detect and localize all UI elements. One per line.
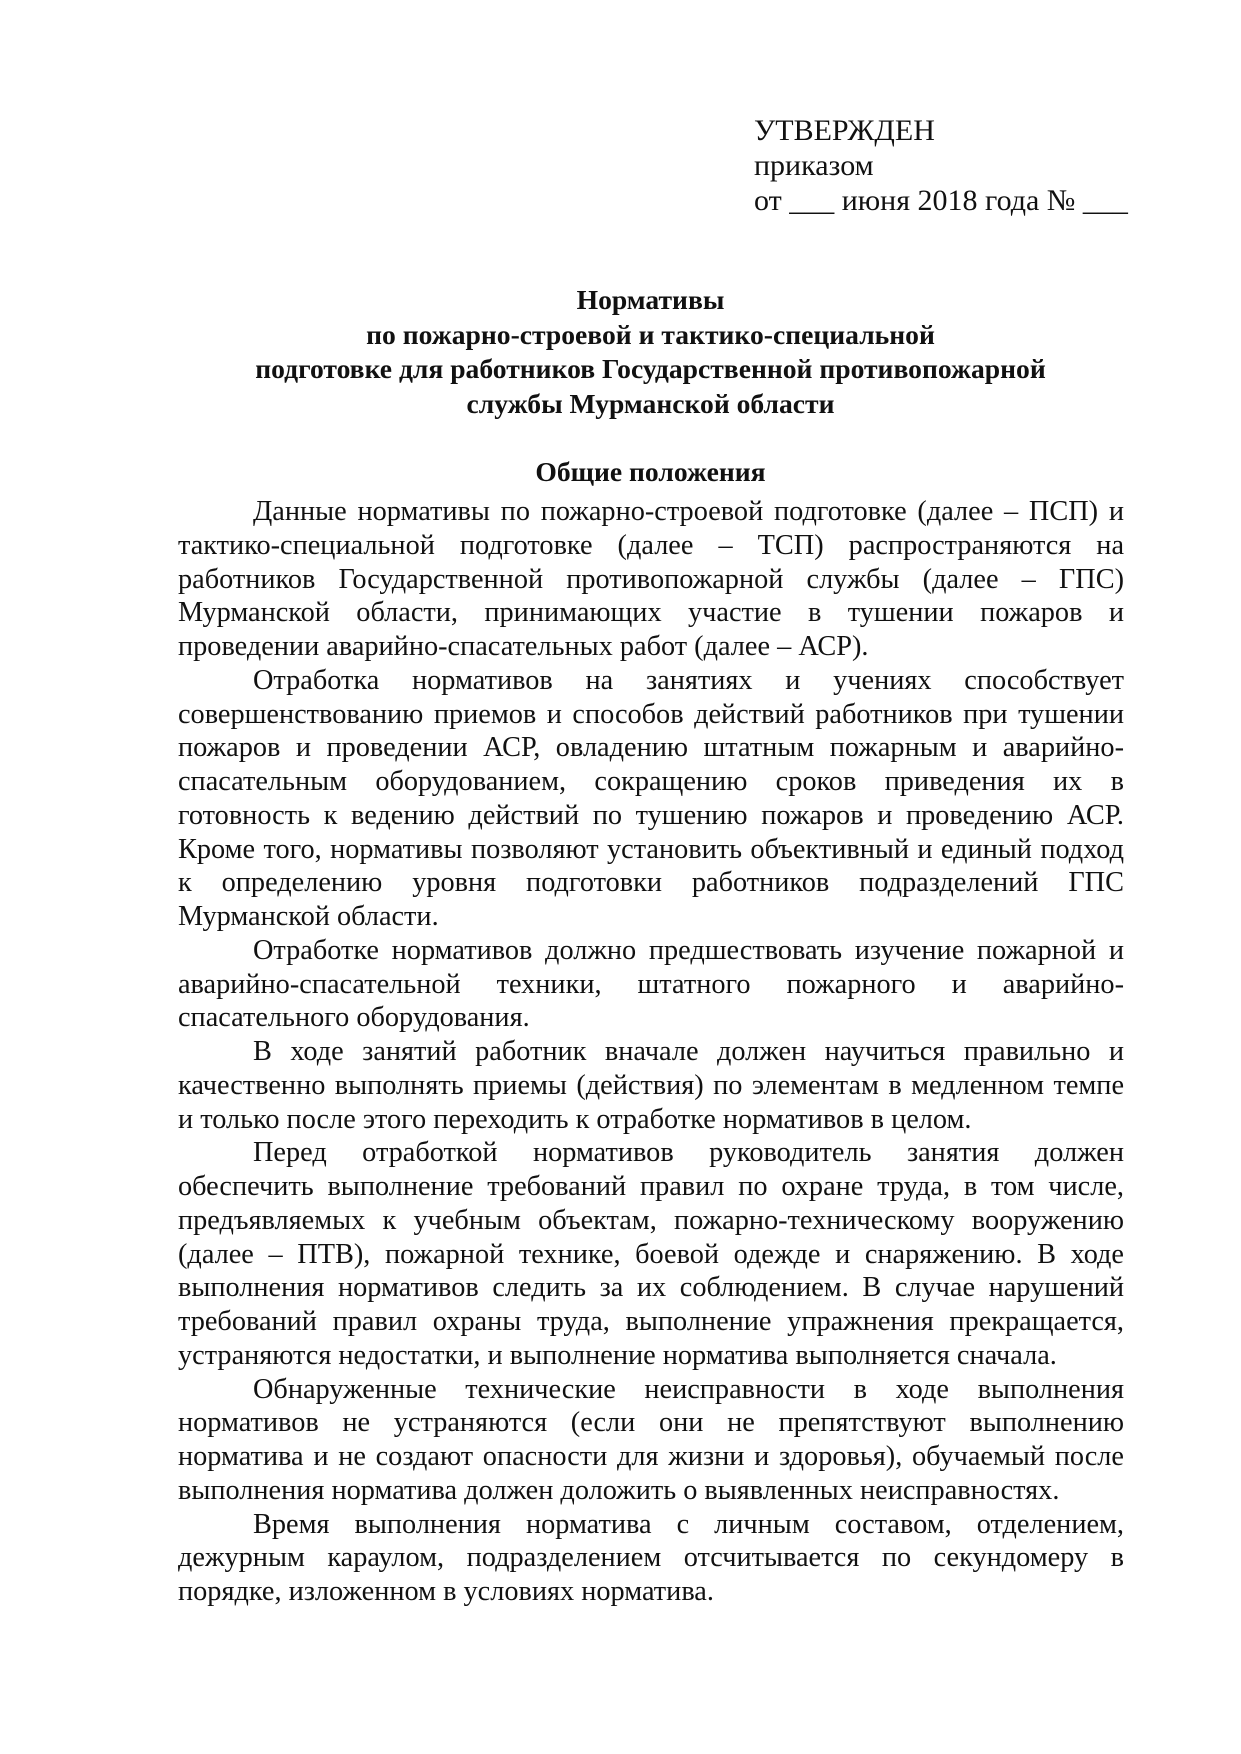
approval-by: приказом	[754, 149, 874, 182]
title-line: Нормативы	[576, 284, 725, 315]
title-line: службы Мурманской области	[466, 387, 835, 419]
title-line: подготовке для работников Государственной противопожарной	[255, 353, 1046, 384]
paragraph: Перед отработкой нормативов руководитель занятия должен обеспечить выполнение требований правил по охране труда, в том числе, предъявляемых к учебным объектам, пожарно-техническому вооружению (далее – ПТВ), пожарной технике, боевой одежде и снаряжению. В ходе выполнения нормативов следить за их соблюдением. В случае нарушений требований правил охраны труда, выполнение упражнения прекращается, устраняются недостатки, и выполнение норматива выполняется сначала.	[178, 1137, 1124, 1371]
paragraph: Данные нормативы по пожарно-строевой подготовке (далее – ПСП) и тактико-специальной подготовке (далее – ТСП) распространяются на работников Государственной противопожарной службы (далее – ГПС) Мурманской области, принимающих участие в тушении пожаров и проведении аварийно-спасательных работ (далее – АСР).	[178, 496, 1124, 662]
section-body	[178, 495, 1124, 1609]
document-title	[0, 283, 1241, 421]
paragraph: В ходе занятий работник вначале должен научиться правильно и качественно выполнять приемы (действия) по элементам в медленном темпе и только после этого переходить к отработке нормативов в целом.	[178, 1036, 1124, 1135]
paragraph: Отработка нормативов на занятиях и учениях способствует совершенствованию приемов и способов действий работников при тушении пожаров и проведении АСР, овладению штатным пожарным и аварийно-спасательным оборудованием, сокращению сроков приведения их в готовность к ведению действий по тушению пожаров и проведению АСР. Кроме того, нормативы позволяют установить объективный и единый подход к определению уровня подготовки работников подразделений ГПС Мурманской области.	[178, 664, 1124, 932]
title-line: по пожарно-строевой и тактико-специальной	[366, 318, 935, 350]
paragraph: Отработке нормативов должно предшествовать изучение пожарной и аварийно-спасательной техники, штатного пожарного и аварийно-спасательного оборудования.	[178, 934, 1124, 1034]
paragraph: Время выполнения норматива с личным составом, отделением, дежурным караулом, подразделением отсчитывается по секундомеру в порядке, изложенном в условиях норматива.	[178, 1508, 1124, 1607]
approval-date-line: от ___ июня 2018 года № ___	[754, 184, 1128, 217]
approval-status: УТВЕРЖДЕН	[754, 114, 935, 147]
section-heading: Общие положения	[535, 456, 766, 487]
approval-stamp	[754, 113, 1128, 218]
paragraph: Обнаруженные технические неисправности в ходе выполнения нормативов не устраняются (если они не препятствуют выполнению норматива и не создают опасности для жизни и здоровья), обучаемый после выполнения норматива должен доложить о выявленных неисправностях.	[178, 1373, 1124, 1506]
